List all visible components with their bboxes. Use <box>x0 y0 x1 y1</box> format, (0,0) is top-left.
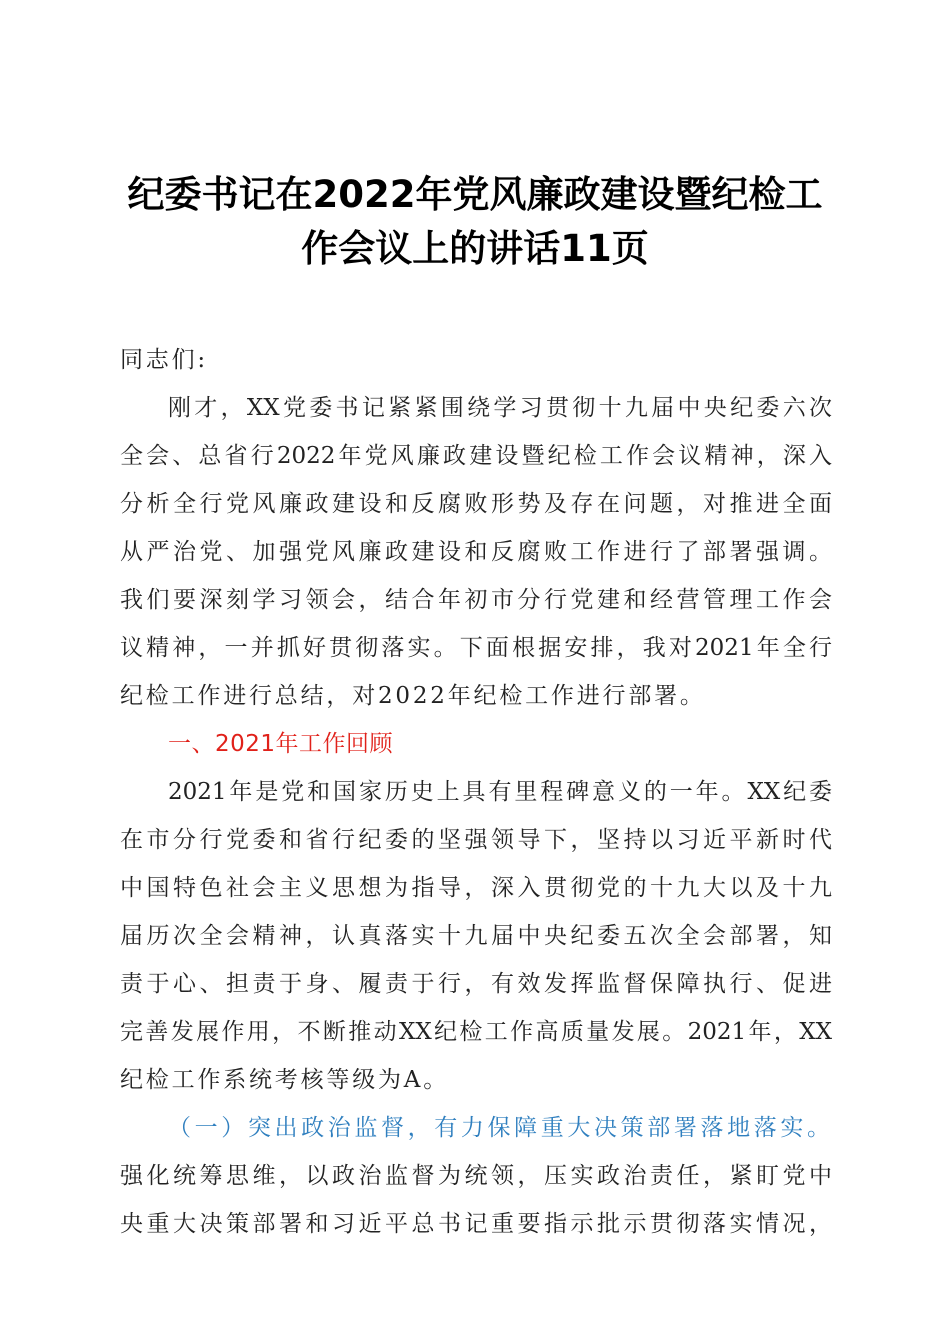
paragraph-line: 2021年是党和国家历史上具有里程碑意义的一年。XX纪委 <box>168 779 832 805</box>
document-title-line-2: 作会议上的讲话11页 <box>301 227 649 270</box>
paragraph-line: 从严治党、加强党风廉政建设和反腐败工作进行了部署强调。 <box>120 539 832 565</box>
paragraph-line: 责于心、担责于身、履责于行，有效发挥监督保障执行、促进 <box>120 971 832 997</box>
paragraph-line: 纪检工作进行总结，对2022年纪检工作进行部署。 <box>120 683 706 709</box>
paragraph-line: 完善发展作用，不断推动XX纪检工作高质量发展。2021年，XX <box>120 1019 832 1045</box>
subsection-heading: （一）突出政治监督，有力保障重大决策部署落地落实。 <box>168 1115 832 1141</box>
document-title-line-1: 纪委书记在2022年党风廉政建设暨纪检工 <box>127 173 823 216</box>
paragraph-line: 全会、总省行2022年党风廉政建设暨纪检工作会议精神，深入 <box>120 443 832 469</box>
paragraph-line: 分析全行党风廉政建设和反腐败形势及存在问题，对推进全面 <box>120 491 832 517</box>
salutation: 同志们: <box>120 347 208 373</box>
paragraph-line: 中国特色社会主义思想为指导，深入贯彻党的十九大以及十九 <box>120 875 832 901</box>
paragraph-line: 纪检工作系统考核等级为A。 <box>120 1067 450 1093</box>
paragraph-line: 刚才，XX党委书记紧紧围绕学习贯彻十九届中央纪委六次 <box>168 395 832 421</box>
paragraph-line: 央重大决策部署和习近平总书记重要指示批示贯彻落实情况， <box>120 1211 832 1237</box>
paragraph-line: 届历次全会精神，认真落实十九届中央纪委五次全会部署，知 <box>120 923 832 949</box>
paragraph-line: 议精神，一并抓好贯彻落实。下面根据安排，我对2021年全行 <box>120 635 832 661</box>
paragraph-line: 我们要深刻学习领会，结合年初市分行党建和经营管理工作会 <box>120 587 832 613</box>
section-heading: 一、2021年工作回顾 <box>168 731 394 757</box>
paragraph-line: 在市分行党委和省行纪委的坚强领导下，坚持以习近平新时代 <box>120 827 832 853</box>
paragraph-line: 强化统筹思维，以政治监督为统领，压实政治责任，紧盯党中 <box>120 1163 832 1189</box>
